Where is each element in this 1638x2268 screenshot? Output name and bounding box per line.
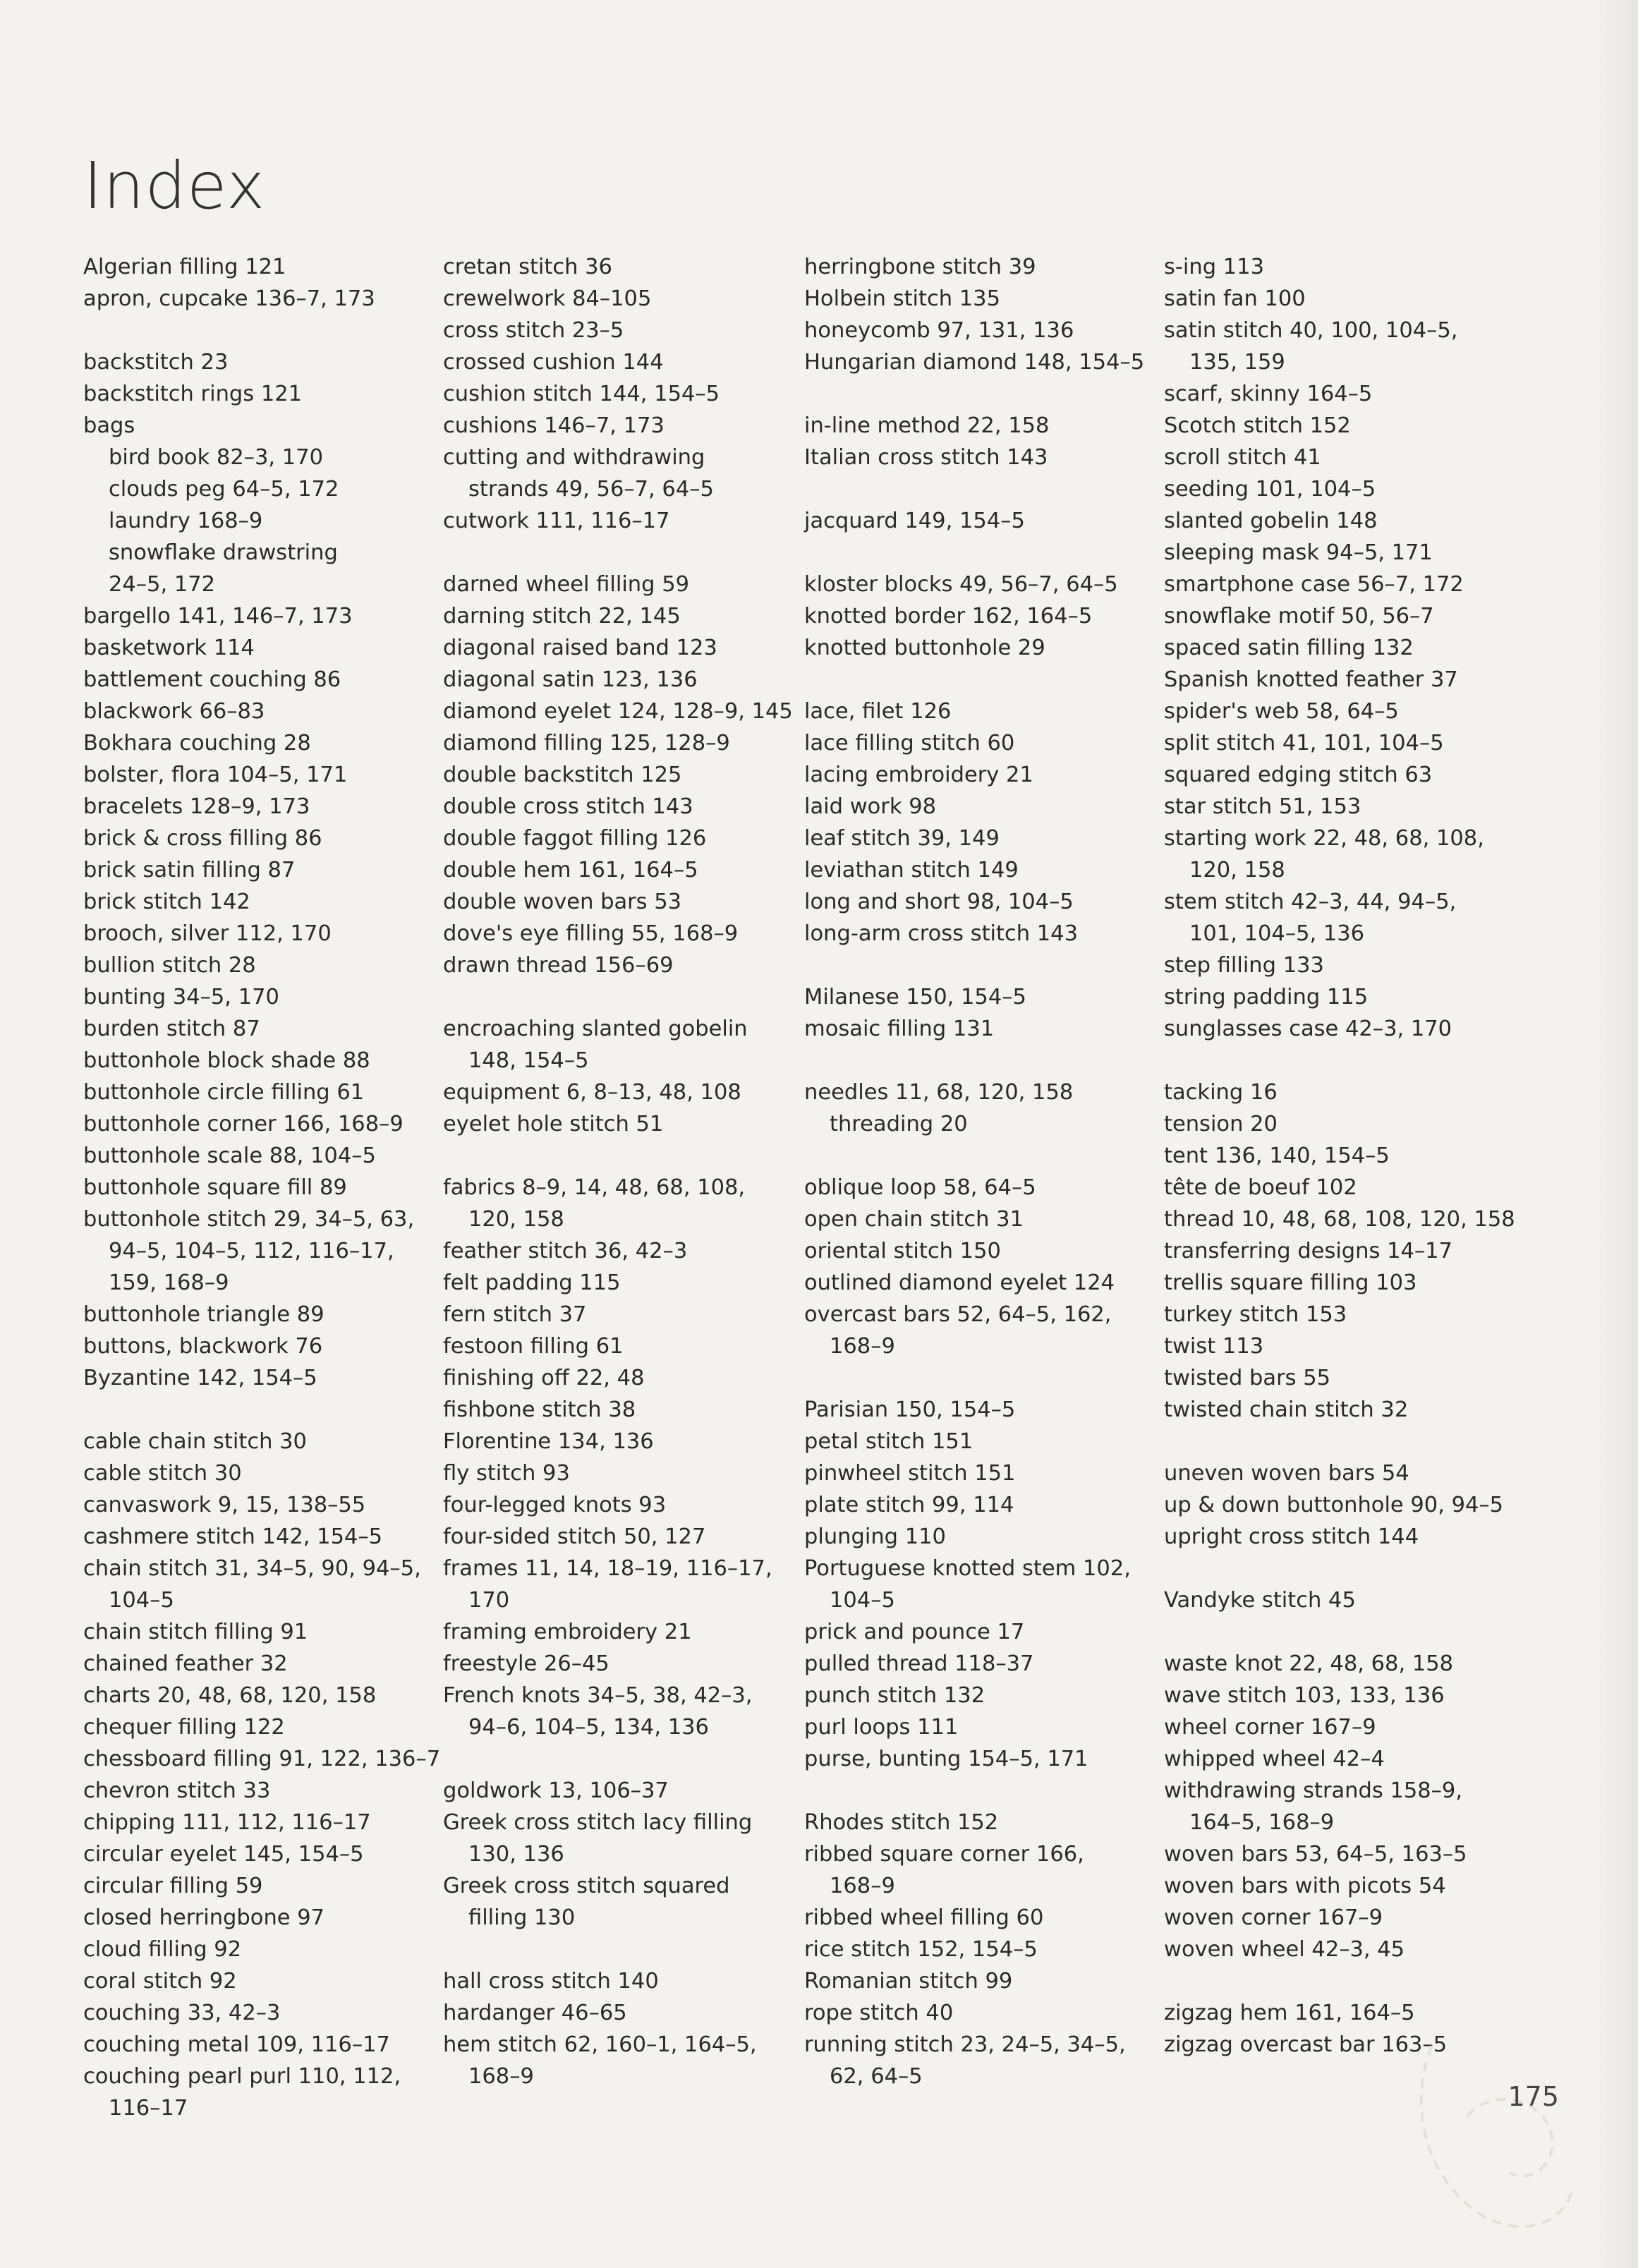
index-entry: zigzag overcast bar 163–5 [1164,2032,1448,2057]
index-entry: outlined diamond eyelet 124 [804,1271,1115,1295]
index-entry: twisted chain stitch 32 [1164,1397,1409,1422]
index-spacer [1164,1553,1517,1584]
index-entry: oriental stitch 150 [804,1239,1001,1263]
index-entry: pulled thread 118–37 [804,1651,1034,1676]
index-entry: chipping 111, 112, 116–17 [83,1810,371,1835]
index-subentry: 120, 158 [1189,858,1285,883]
index-entry: jacquard 149, 154–5 [804,509,1025,533]
index-entry: bullion stitch 28 [83,953,256,978]
index-spacer [83,1394,436,1426]
index-entry: burden stitch 87 [83,1017,260,1041]
index-entry: crewelwork 84–105 [443,286,652,311]
index-entry: hardanger 46–65 [443,2001,627,2025]
index-entry: darned wheel filling 59 [443,572,690,597]
index-subentry: 135, 159 [1189,350,1285,375]
index-entry: prick and pounce 17 [804,1620,1025,1644]
index-entry: chessboard filling 91, 122, 136–7 [83,1747,441,1771]
index-entry: buttonhole stitch 29, 34–5, 63, [83,1207,415,1232]
index-entry: split stitch 41, 101, 104–5 [1164,731,1444,756]
index-entry: spaced satin filling 132 [1164,636,1414,660]
index-entry: turkey stitch 153 [1164,1302,1347,1327]
index-spacer [804,664,1157,696]
index-entry: tension 20 [1164,1112,1278,1136]
index-entry: cushion stitch 144, 154–5 [443,382,720,406]
index-entry: canvaswork 9, 15, 138–55 [83,1493,366,1517]
index-spacer [1164,1965,1517,1997]
index-entry: Greek cross stitch lacy filling [443,1810,753,1835]
index-subentry: 130, 136 [468,1842,564,1867]
index-entry: whipped wheel 42–4 [1164,1747,1385,1771]
index-entry: eyelet hole stitch 51 [443,1112,664,1136]
index-entry: twisted bars 55 [1164,1366,1331,1390]
index-entry: purl loops 111 [804,1715,959,1740]
index-entry: couching 33, 42–3 [83,2001,281,2025]
index-entry: diamond eyelet 124, 128–9, 145 [443,699,793,724]
index-entry: buttonhole triangle 89 [83,1302,324,1327]
index-entry: frames 11, 14, 18–19, 116–17, [443,1556,772,1581]
index-entry: hem stitch 62, 160–1, 164–5, [443,2032,757,2057]
index-entry: cashmere stitch 142, 154–5 [83,1524,383,1549]
index-subentry: 104–5 [830,1588,895,1613]
index-entry: lacing embroidery 21 [804,763,1033,787]
index-entry: long and short 98, 104–5 [804,890,1074,914]
index-subentry: threading 20 [830,1112,968,1136]
index-entry: smartphone case 56–7, 172 [1164,572,1464,597]
index-column-1 [83,251,441,2124]
index-entry: double hem 161, 164–5 [443,858,698,883]
index-entry: diagonal satin 123, 136 [443,667,698,692]
index-entry: pinwheel stitch 151 [804,1461,1016,1486]
index-entry: woven wheel 42–3, 45 [1164,1937,1405,1962]
index-spacer [804,537,1157,569]
index-entry: needles 11, 68, 120, 158 [804,1080,1074,1105]
index-entry: finishing off 22, 48 [443,1366,645,1390]
index-entry: withdrawing strands 158–9, [1164,1778,1463,1803]
index-entry: star stitch 51, 153 [1164,794,1361,819]
index-entry: Vandyke stitch 45 [1164,1588,1356,1613]
index-subentry: bird book 82–3, 170 [109,445,324,470]
index-entry: coral stitch 92 [83,1969,237,1994]
index-entry: rope stitch 40 [804,2001,954,2025]
index-entry: Milanese 150, 154–5 [804,985,1026,1009]
index-spacer [804,1140,1157,1172]
index-entry: overcast bars 52, 64–5, 162, [804,1302,1112,1327]
index-entry: couching pearl purl 110, 112, [83,2064,401,2089]
index-entry: scroll stitch 41 [1164,445,1321,470]
index-entry: punch stitch 132 [804,1683,985,1708]
index-entry: twist 113 [1164,1334,1264,1359]
index-entry: knotted border 162, 164–5 [804,604,1093,629]
index-entry: four-legged knots 93 [443,1493,667,1517]
index-entry: brooch, silver 112, 170 [83,921,332,946]
index-entry: basketwork 114 [83,636,255,660]
index-entry: tacking 16 [1164,1080,1278,1105]
index-entry: plunging 110 [804,1524,946,1549]
index-entry: Romanian stitch 99 [804,1969,1013,1994]
index-entry: sleeping mask 94–5, 171 [1164,540,1433,565]
index-entry: bunting 34–5, 170 [83,985,279,1009]
index-entry: oblique loop 58, 64–5 [804,1175,1036,1200]
index-entry: woven bars with picots 54 [1164,1874,1446,1898]
index-subentry: 94–5, 104–5, 112, 116–17, [109,1239,394,1263]
index-entry: fly stitch 93 [443,1461,570,1486]
index-entry: spider's web 58, 64–5 [1164,699,1399,724]
index-entry: buttonhole scale 88, 104–5 [83,1144,376,1168]
index-entry: Bokhara couching 28 [83,731,311,756]
index-entry: bargello 141, 146–7, 173 [83,604,353,629]
index-entry: cloud filling 92 [83,1937,242,1962]
index-subentry: 168–9 [830,1874,895,1898]
index-entry: stem stitch 42–3, 44, 94–5, [1164,890,1457,914]
index-entry: Italian cross stitch 143 [804,445,1048,470]
index-subentry: filling 130 [468,1905,576,1930]
index-entry: Spanish knotted feather 37 [1164,667,1458,692]
index-entry: framing embroidery 21 [443,1620,692,1644]
index-subentry: 94–6, 104–5, 134, 136 [468,1715,709,1740]
index-entry: ribbed square corner 166, [804,1842,1084,1867]
index-entry: tent 136, 140, 154–5 [1164,1144,1390,1168]
index-entry: buttonhole corner 166, 168–9 [83,1112,404,1136]
index-spacer [804,378,1157,410]
index-entry: scarf, skinny 164–5 [1164,382,1373,406]
index-entry: kloster blocks 49, 56–7, 64–5 [804,572,1118,597]
index-subentry: 148, 154–5 [468,1048,589,1073]
index-spacer [443,537,796,569]
index-entry: bolster, flora 104–5, 171 [83,763,348,787]
index-spacer [804,1362,1157,1394]
index-entry: zigzag hem 161, 164–5 [1164,2001,1415,2025]
index-entry: double backstitch 125 [443,763,682,787]
index-entry: buttonhole circle filling 61 [83,1080,365,1105]
index-entry: chain stitch filling 91 [83,1620,308,1644]
index-spacer [443,981,796,1013]
index-entry: Holbein stitch 135 [804,286,1000,311]
index-entry: up & down buttonhole 90, 94–5 [1164,1493,1504,1517]
index-entry: charts 20, 48, 68, 120, 158 [83,1683,377,1708]
index-column-4 [1164,251,1517,2061]
page-edge-shadow [1596,0,1638,2268]
index-entry: snowflake motif 50, 56–7 [1164,604,1434,629]
index-entry: hall cross stitch 140 [443,1969,659,1994]
index-entry: uneven woven bars 54 [1164,1461,1409,1486]
index-entry: apron, cupcake 136–7, 173 [83,286,375,311]
index-subentry: 116–17 [109,2096,188,2121]
index-entry: backstitch 23 [83,350,229,375]
index-entry: couching metal 109, 116–17 [83,2032,390,2057]
index-entry: equipment 6, 8–13, 48, 108 [443,1080,741,1105]
index-entry: double woven bars 53 [443,890,682,914]
index-entry: bags [83,413,135,438]
index-spacer [443,1934,796,1965]
index-entry: mosaic filling 131 [804,1017,995,1041]
index-subentry: 62, 64–5 [830,2064,923,2089]
index-entry: satin stitch 40, 100, 104–5, [1164,318,1458,343]
index-entry: circular filling 59 [83,1874,263,1898]
index-entry: cross stitch 23–5 [443,318,624,343]
index-entry: thread 10, 48, 68, 108, 120, 158 [1164,1207,1515,1232]
index-entry: seeding 101, 104–5 [1164,477,1376,502]
index-entry: Parisian 150, 154–5 [804,1397,1016,1422]
index-entry: starting work 22, 48, 68, 108, [1164,826,1484,851]
index-entry: upright cross stitch 144 [1164,1524,1419,1549]
index-entry: Rhodes stitch 152 [804,1810,999,1835]
index-subentry: clouds peg 64–5, 172 [109,477,339,502]
index-spacer [1164,1616,1517,1648]
index-entry: Greek cross stitch squared [443,1874,730,1898]
index-subentry: snowflake drawstring [109,540,338,565]
index-entry: cutwork 111, 116–17 [443,509,670,533]
index-subentry: 164–5, 168–9 [1189,1810,1335,1835]
index-entry: wheel corner 167–9 [1164,1715,1376,1740]
index-spacer [1164,1045,1517,1077]
index-entry: fishbone stitch 38 [443,1397,636,1422]
index-entry: drawn thread 156–69 [443,953,674,978]
index-entry: woven corner 167–9 [1164,1905,1383,1930]
index-entry: felt padding 115 [443,1271,621,1295]
index-entry: honeycomb 97, 131, 136 [804,318,1074,343]
index-entry: French knots 34–5, 38, 42–3, [443,1683,753,1708]
index-subentry: 168–9 [468,2064,534,2089]
index-spacer [804,473,1157,505]
index-entry: squared edging stitch 63 [1164,763,1433,787]
index-entry: chevron stitch 33 [83,1778,271,1803]
index-entry: plate stitch 99, 114 [804,1493,1014,1517]
index-entry: cutting and withdrawing [443,445,705,470]
index-entry: slanted gobelin 148 [1164,509,1378,533]
index-entry: blackwork 66–83 [83,699,265,724]
index-entry: brick stitch 142 [83,890,250,914]
index-entry: lace, filet 126 [804,699,952,724]
index-column-2 [443,251,796,2092]
index-entry: long-arm cross stitch 143 [804,921,1078,946]
index-entry: ribbed wheel filling 60 [804,1905,1044,1930]
index-entry: lace filling stitch 60 [804,731,1015,756]
index-entry: double faggot filling 126 [443,826,707,851]
index-entry: rice stitch 152, 154–5 [804,1937,1038,1962]
index-entry: brick satin filling 87 [83,858,296,883]
index-entry: goldwork 13, 106–37 [443,1778,669,1803]
index-spacer [804,1045,1157,1077]
index-entry: fern stitch 37 [443,1302,587,1327]
index-entry: petal stitch 151 [804,1429,973,1454]
index-entry: Hungarian diamond 148, 154–5 [804,350,1145,375]
index-spacer [443,1140,796,1172]
index-entry: waste knot 22, 48, 68, 158 [1164,1651,1454,1676]
index-subentry: 168–9 [830,1334,895,1359]
index-subentry: 159, 168–9 [109,1271,229,1295]
index-entry: purse, bunting 154–5, 171 [804,1747,1088,1771]
index-entry: knotted buttonhole 29 [804,636,1045,660]
page-title: Index [83,148,266,224]
index-subentry: 101, 104–5, 136 [1189,921,1365,946]
index-entry: cushions 146–7, 173 [443,413,665,438]
index-entry: diamond filling 125, 128–9 [443,731,730,756]
index-entry: double cross stitch 143 [443,794,693,819]
index-entry: Algerian filling 121 [83,255,286,279]
index-subentry: 24–5, 172 [109,572,216,597]
index-entry: tête de boeuf 102 [1164,1175,1357,1200]
index-entry: Byzantine 142, 154–5 [83,1366,317,1390]
index-subentry: 170 [468,1588,510,1613]
index-entry: Scotch stitch 152 [1164,413,1351,438]
index-entry: brick & cross filling 86 [83,826,322,851]
index-entry: circular eyelet 145, 154–5 [83,1842,364,1867]
index-subentry: 104–5 [109,1588,174,1613]
index-subentry: laundry 168–9 [109,509,263,533]
index-entry: chequer filling 122 [83,1715,285,1740]
index-entry: s-ing 113 [1164,255,1264,279]
index-spacer [83,315,436,346]
index-entry: buttonhole block shade 88 [83,1048,370,1073]
index-entry: dove's eye filling 55, 168–9 [443,921,739,946]
index-spacer [443,1743,796,1775]
index-spacer [804,1775,1157,1807]
index-entry: herringbone stitch 39 [804,255,1036,279]
index-entry: buttonhole square fill 89 [83,1175,347,1200]
index-entry: backstitch rings 121 [83,382,303,406]
index-entry: battlement couching 86 [83,667,341,692]
index-entry: cable stitch 30 [83,1461,242,1486]
index-entry: transferring designs 14–17 [1164,1239,1452,1263]
index-entry: buttons, blackwork 76 [83,1334,323,1359]
index-entry: darning stitch 22, 145 [443,604,681,629]
index-entry: festoon filling 61 [443,1334,624,1359]
index-entry: feather stitch 36, 42–3 [443,1239,688,1263]
index-entry: wave stitch 103, 133, 136 [1164,1683,1445,1708]
index-entry: leaf stitch 39, 149 [804,826,1000,851]
index-entry: Portuguese knotted stem 102, [804,1556,1131,1581]
index-entry: in-line method 22, 158 [804,413,1050,438]
decorative-swirl-icon [1404,2032,1580,2243]
index-spacer [1164,1426,1517,1457]
index-entry: bracelets 128–9, 173 [83,794,310,819]
index-entry: woven bars 53, 64–5, 163–5 [1164,1842,1467,1867]
index-entry: laid work 98 [804,794,937,819]
index-entry: crossed cushion 144 [443,350,664,375]
index-entry: leviathan stitch 149 [804,858,1019,883]
index-column-3 [804,251,1157,2092]
page-number: 175 [1507,2081,1559,2112]
index-entry: open chain stitch 31 [804,1207,1024,1232]
index-entry: fabrics 8–9, 14, 48, 68, 108, [443,1175,746,1200]
index-entry: freestyle 26–45 [443,1651,609,1676]
index-entry: string padding 115 [1164,985,1369,1009]
index-entry: chain stitch 31, 34–5, 90, 94–5, [83,1556,421,1581]
index-subentry: 120, 158 [468,1207,564,1232]
index-entry: cable chain stitch 30 [83,1429,307,1454]
index-entry: diagonal raised band 123 [443,636,717,660]
index-entry: encroaching slanted gobelin [443,1017,748,1041]
index-entry: satin fan 100 [1164,286,1306,311]
index-subentry: strands 49, 56–7, 64–5 [468,477,714,502]
index-entry: closed herringbone 97 [83,1905,325,1930]
index-entry: step filling 133 [1164,953,1324,978]
index-entry: trellis square filling 103 [1164,1271,1417,1295]
index-entry: Florentine 134, 136 [443,1429,654,1454]
index-entry: cretan stitch 36 [443,255,612,279]
index-entry: running stitch 23, 24–5, 34–5, [804,2032,1126,2057]
index-entry: chained feather 32 [83,1651,288,1676]
index-entry: sunglasses case 42–3, 170 [1164,1017,1452,1041]
index-entry: four-sided stitch 50, 127 [443,1524,706,1549]
index-spacer [804,950,1157,981]
